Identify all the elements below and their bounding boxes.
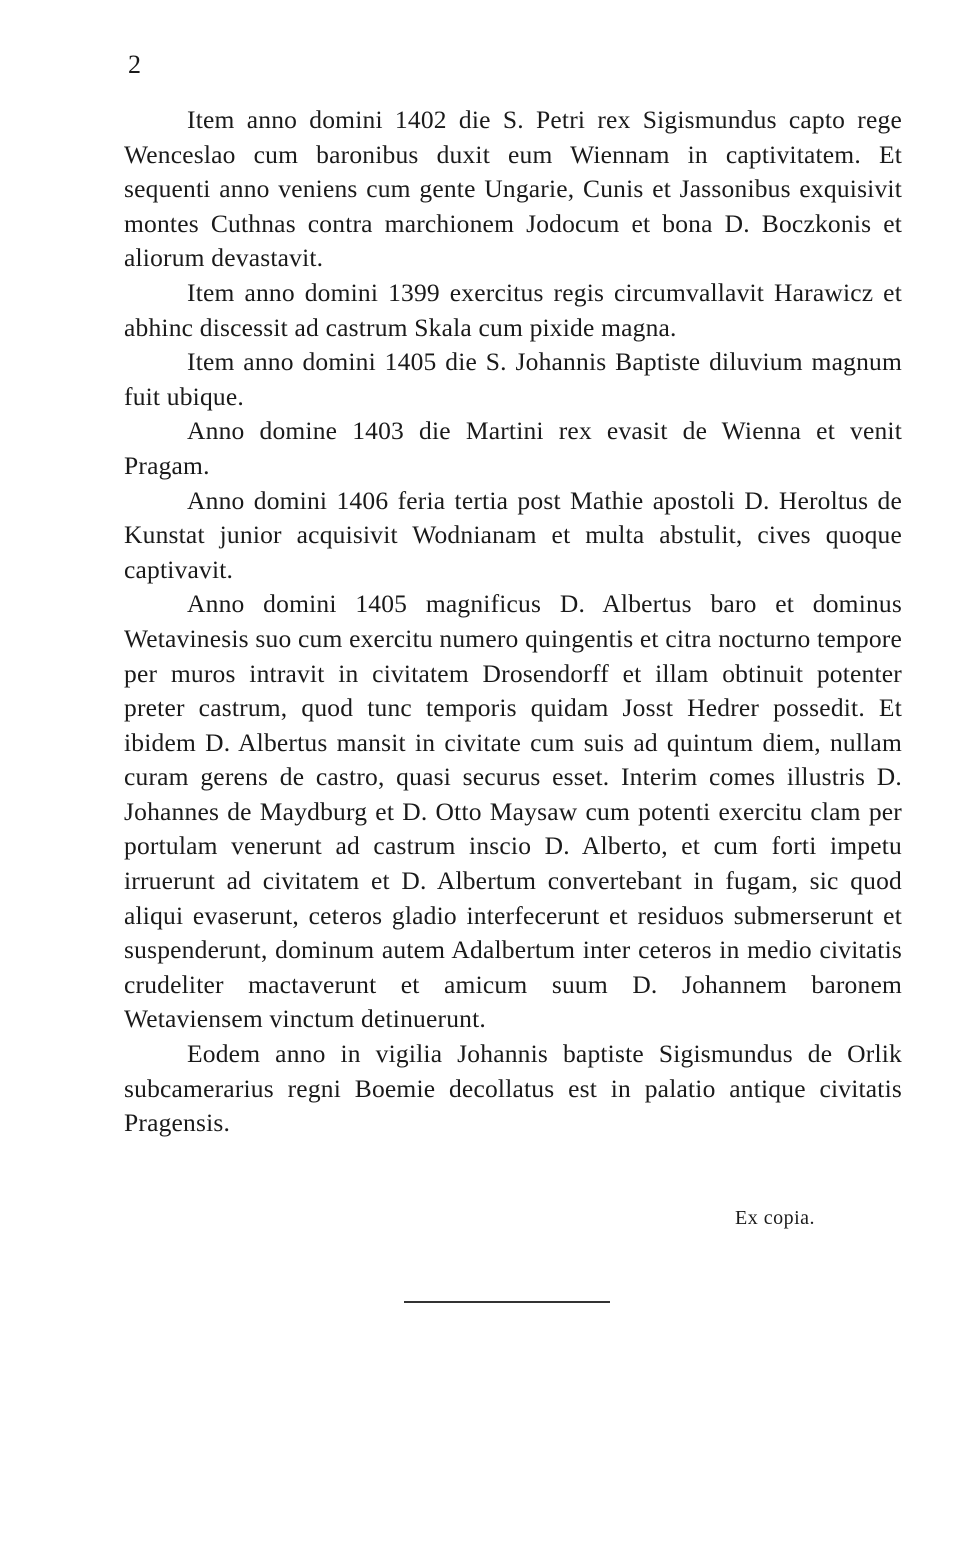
page-number: 2 — [128, 50, 141, 79]
paragraph: Item anno domini 1399 exercitus regis circumvallavit Harawicz et abhinc discessit ad castrum Skala cum pixide magna. — [124, 277, 902, 342]
body-text — [124, 103, 902, 1141]
paragraph: Eodem anno in vigilia Johannis baptiste Sigismundus de Orlik subcamerarius regni Boemie decollatus est in palatio antique civitatis Pragensis. — [124, 1039, 902, 1138]
end-rule — [404, 1301, 610, 1303]
paragraph: Item anno domini 1402 die S. Petri rex Sigismundus capto rege Wenceslao cum baronibus duxit eum Wiennam in captivitatem. Et sequenti anno veniens cum gente Ungarie, Cunis et Jassonibus exquisivit montes Cuthnas contra marchionem Jodocum et bona D. Boczkonis et aliorum devastavit. — [124, 105, 902, 273]
paragraph: Anno domini 1405 magnificus D. Albertus baro et dominus Wetavinesis suo cum exercitu numero quingentis et citra nocturno tempore per muros intravit in civitatem Drosendorff et illam obtinuit potenter preter castrum, quod tunc temporis quidam Josst Hedrer possedit. Et ibidem D. Albertus mansit in civitate cum suis ad quintum diem, nullam curam gerens de castro, quasi securus esset. Interim comes illustris D. Johannes de Maydburg et D. Otto Maysaw cum potenti exercitu clam per portulam venerunt ad castrum inscio D. Alberto, et cum forti impetu irruerunt ad civitatem et D. Albertum convertebant in fugam, sic quod aliqui evaserunt, ceteros gladio interfecerunt et residuos submerserunt et suspenderunt, dominum autem Adalbertum inter ceteros in medio civitatis crudeliter mactaverunt et amicum suum D. Johannem baronem Wetaviensem vinctum detinuerunt. — [124, 589, 902, 1034]
paragraph: Anno domine 1403 die Martini rex evasit de Wienna et venit Pragam. — [124, 416, 902, 480]
paragraph: Anno domini 1406 feria tertia post Mathie apostoli D. Heroltus de Kunstat junior acquisivit Wodnianam et multa abstulit, cives quoque captivavit. — [124, 485, 902, 584]
paragraph: Item anno domini 1405 die S. Johannis Baptiste diluvium magnum fuit ubique. — [124, 347, 902, 411]
signature: Ex copia. — [735, 1207, 816, 1229]
